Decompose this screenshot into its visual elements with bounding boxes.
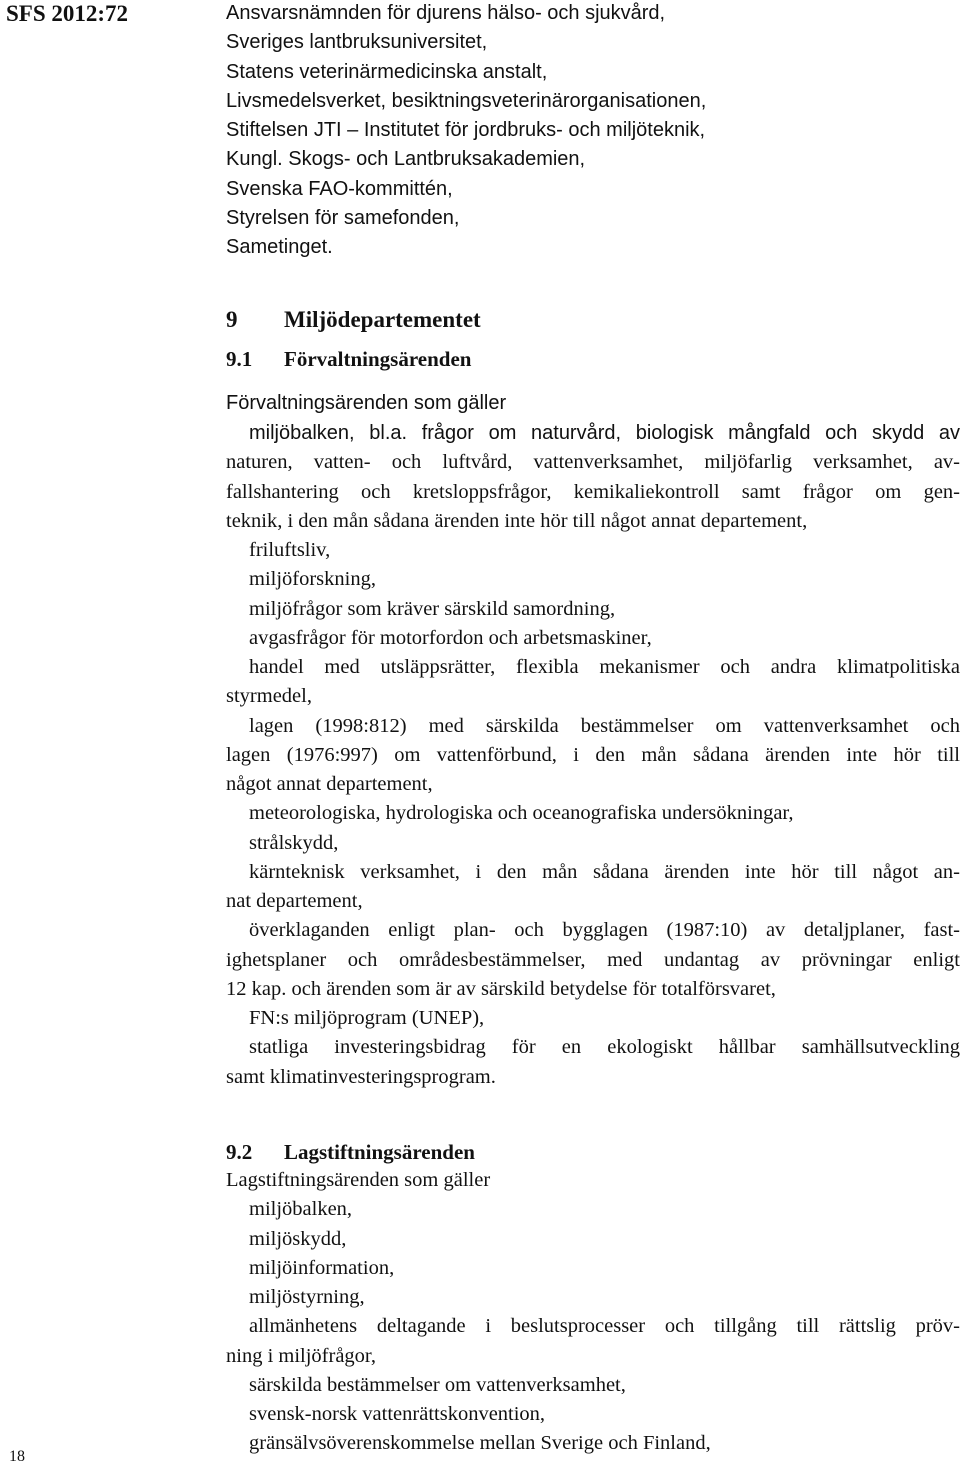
section-9-2-body <box>226 1166 960 1459</box>
section-title: Miljödepartementet <box>284 307 481 332</box>
body-line: lagen (1976:997) om vattenförbund, i den mån sådana ärenden inte hör till <box>226 743 960 766</box>
body-line: miljöinformation, <box>249 1256 395 1279</box>
body-line: kärnteknisk verksamhet, i den mån sådana ärenden inte hör till något an- <box>249 860 960 883</box>
page-number: 18 <box>9 1448 25 1465</box>
body-line: miljöforskning, <box>249 568 376 591</box>
body-line: samt klimatinvesteringsprogram. <box>226 1065 496 1088</box>
body-line: 12 kap. och ärenden som är av särskild betydelse för totalförsvaret, <box>226 977 776 1000</box>
body-line: strålskydd, <box>249 831 339 854</box>
body-line: statliga investeringsbidrag för en ekologiskt hållbar samhällsutveckling <box>249 1036 960 1059</box>
section-9-heading <box>226 304 960 336</box>
list-item: Sametinget. <box>226 236 333 259</box>
section-9-1-body <box>226 419 960 1092</box>
list-item: Livsmedelsverket, besiktningsveterinärorganisationen, <box>226 89 707 112</box>
body-line: allmänhetens deltagande i beslutsprocesser och tillgång till rättslig pröv- <box>249 1315 960 1338</box>
list-item: Kungl. Skogs- och Lantbruksakademien, <box>226 148 586 171</box>
body-line: ning i miljöfrågor, <box>226 1344 377 1367</box>
section-number: 9.2 <box>226 1140 253 1164</box>
body-line: styrmedel, <box>226 685 312 708</box>
section-9-1-intro: Förvaltningsärenden som gäller <box>226 392 507 414</box>
section-number: 9 <box>226 307 238 332</box>
body-line: svensk-norsk vattenrättskonvention, <box>249 1403 546 1425</box>
body-line: teknik, i den mån sådana ärenden inte hör till något annat departement, <box>226 509 808 532</box>
body-line: naturen, vatten- och luftvård, vattenverksamhet, miljöfarlig verksamhet, av- <box>226 451 960 474</box>
body-line: meteorologiska, hydrologiska och oceanografiska undersökningar, <box>249 802 794 825</box>
body-line: miljöfrågor som kräver särskild samordning, <box>249 597 616 620</box>
body-line: ighetsplaner och områdesbestämmelser, med undantag av prövningar enligt <box>226 948 960 971</box>
section-title: Förvaltningsärenden <box>284 347 472 371</box>
list-item: Styrelsen för samefonden, <box>226 207 460 230</box>
list-item: Ansvarsnämnden för djurens hälso- och sjukvård, <box>226 2 666 24</box>
body-line: FN:s miljöprogram (UNEP), <box>249 1007 485 1029</box>
body-line: lagen (1998:812) med särskilda bestämmelser om vattenverksamhet och <box>249 714 960 737</box>
section-intro: Lagstiftningsärenden som gäller <box>226 1169 491 1191</box>
body-line: något annat departement, <box>226 773 433 795</box>
body-line: fallshantering och kretsloppsfrågor, kemikaliekontroll samt frågor om gen- <box>226 480 960 503</box>
body-line: avgasfrågor för motorfordon och arbetsmaskiner, <box>249 626 652 649</box>
section-9-1-heading <box>226 344 960 374</box>
authority-list <box>226 0 960 263</box>
list-item: Stiftelsen JTI – Institutet för jordbruks- och miljöteknik, <box>226 119 706 142</box>
section-number: 9.1 <box>226 347 253 371</box>
body-line: friluftsliv, <box>249 539 331 561</box>
body-line: särskilda bestämmelser om vattenverksamhet, <box>249 1373 626 1396</box>
list-item: Svenska FAO-kommittén, <box>226 177 453 200</box>
body-line: miljöbalken, <box>249 1198 353 1221</box>
section-title: Lagstiftningsärenden <box>284 1140 475 1164</box>
body-line: handel med utsläppsrätter, flexibla mekanismer och andra klimatpolitiska <box>249 656 960 678</box>
body-line: gränsälvsöverenskommelse mellan Sverige och Finland, <box>249 1432 711 1455</box>
body-line: miljöbalken, bl.a. frågor om naturvård, biologisk mångfald och skydd av <box>249 422 960 444</box>
sfs-number: SFS 2012:72 <box>6 1 129 26</box>
body-line: nat departement, <box>226 890 363 912</box>
section-9-2-heading <box>226 1137 960 1167</box>
body-line: miljöskydd, <box>249 1227 347 1250</box>
list-item: Sveriges lantbruksuniversitet, <box>226 31 488 54</box>
body-line: överklaganden enligt plan- och bygglagen (1987:10) av detaljplaner, fast- <box>249 919 960 942</box>
body-line: miljöstyrning, <box>249 1286 365 1308</box>
list-item: Statens veterinärmedicinska anstalt, <box>226 60 548 83</box>
